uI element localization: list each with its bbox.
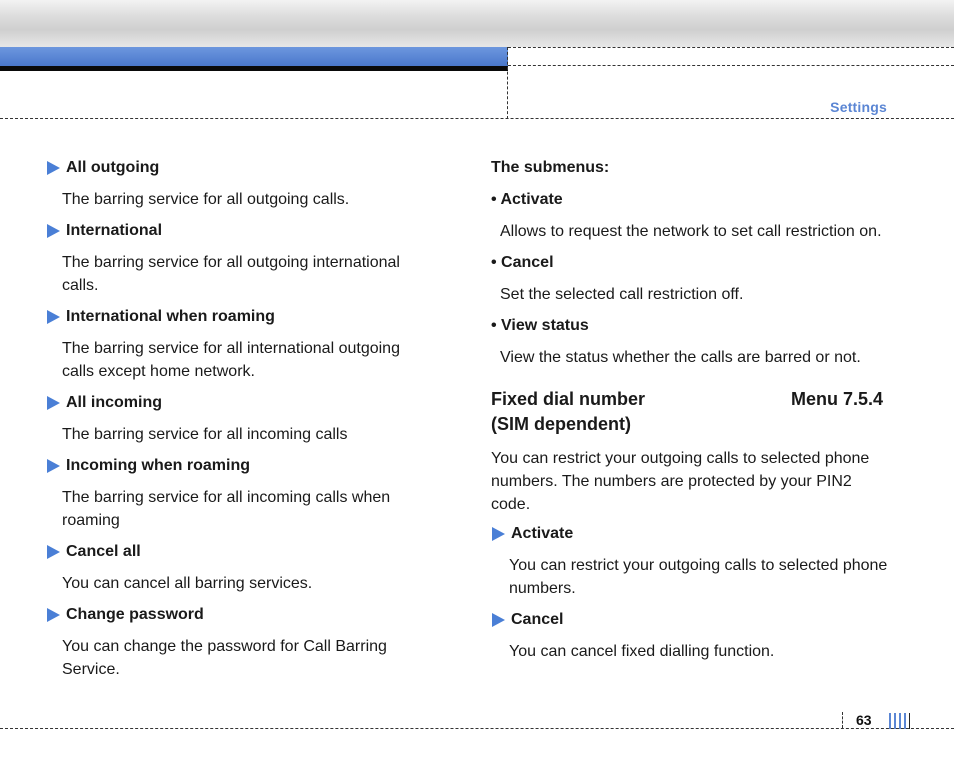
- header-blue-bar: [0, 47, 508, 66]
- left-column: [46, 156, 426, 689]
- triangle-bullet-icon: [47, 310, 60, 324]
- triangle-bullet-icon: [47, 608, 60, 622]
- submenus-label: The submenus:: [491, 159, 610, 176]
- list-item: [46, 540, 426, 595]
- list-item: [46, 156, 426, 211]
- submenu-title: • View status: [491, 317, 589, 334]
- item-description: The barring service for all international outgoing calls except home network.: [62, 340, 400, 380]
- header-black-rule: [0, 66, 508, 71]
- submenu-title: • Cancel: [491, 254, 554, 271]
- page-number: 63: [856, 712, 872, 728]
- fixed-dial-subtitle: (SIM dependent): [491, 414, 631, 434]
- item-description: The barring service for all incoming calls: [62, 426, 348, 443]
- triangle-bullet-icon: [492, 613, 505, 627]
- item-description: The barring service for all outgoing international calls.: [62, 254, 400, 294]
- item-title: All incoming: [66, 394, 162, 411]
- item-description: You can change the password for Call Barring Service.: [62, 638, 387, 678]
- right-column: [491, 156, 891, 671]
- header-dash-bottom: [0, 118, 954, 119]
- list-item: [46, 219, 426, 297]
- header-white-area: [508, 47, 954, 71]
- item-title: Change password: [66, 606, 204, 623]
- submenu-description: Set the selected call restriction off.: [500, 286, 744, 303]
- menu-number: Menu 7.5.4: [790, 389, 883, 409]
- item-description: You can cancel fixed dialling function.: [509, 643, 775, 660]
- triangle-bullet-icon: [47, 396, 60, 410]
- list-item: [491, 608, 891, 663]
- item-title: Cancel all: [66, 543, 141, 560]
- list-item: [46, 454, 426, 532]
- submenu-item: [491, 251, 891, 306]
- submenu-description: View the status whether the calls are barred or not.: [500, 349, 861, 366]
- triangle-bullet-icon: [47, 224, 60, 238]
- item-description: You can cancel all barring services.: [62, 575, 313, 592]
- item-description: The barring service for all outgoing calls.: [62, 191, 350, 208]
- header-dash-top: [508, 47, 954, 48]
- item-title: Incoming when roaming: [66, 457, 251, 474]
- section-label: Settings: [830, 99, 887, 115]
- submenu-item: [491, 188, 891, 243]
- footer-dash-line: [0, 728, 954, 729]
- item-title: All outgoing: [66, 159, 160, 176]
- triangle-bullet-icon: [492, 527, 505, 541]
- item-title: Cancel: [511, 611, 564, 628]
- list-item: [491, 522, 891, 600]
- list-item: [46, 391, 426, 446]
- header-dash-vertical: [507, 47, 508, 119]
- item-title: Activate: [511, 525, 574, 542]
- submenu-description: Allows to request the network to set call restriction on.: [500, 223, 882, 240]
- item-description: The barring service for all incoming calls when roaming: [62, 489, 391, 529]
- triangle-bullet-icon: [47, 161, 60, 175]
- list-item: [46, 603, 426, 681]
- item-title: International: [66, 222, 163, 239]
- fixed-dial-intro: You can restrict your outgoing calls to selected phone numbers. The numbers are protected by your PIN2 code.: [491, 450, 870, 513]
- item-title: International when roaming: [66, 308, 275, 325]
- submenu-title: • Activate: [491, 191, 563, 208]
- submenu-item: [491, 314, 891, 369]
- triangle-bullet-icon: [47, 545, 60, 559]
- fixed-dial-heading: [491, 387, 883, 412]
- triangle-bullet-icon: [47, 459, 60, 473]
- header-dash-mid: [508, 65, 954, 66]
- footer-dash-vertical: [842, 712, 843, 728]
- fixed-dial-title: Fixed dial number: [491, 389, 646, 409]
- list-item: [46, 305, 426, 383]
- item-description: You can restrict your outgoing calls to selected phone numbers.: [509, 557, 888, 597]
